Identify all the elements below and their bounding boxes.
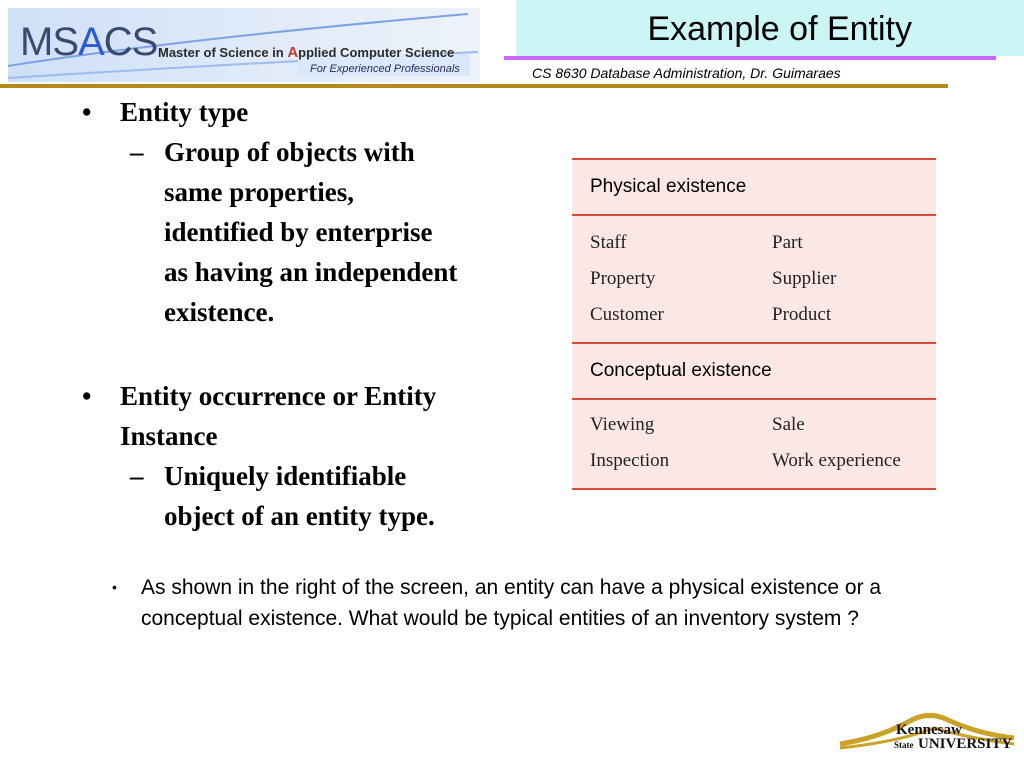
course-caption: CS 8630 Database Administration, Dr. Guimaraes bbox=[532, 65, 841, 81]
ksu-name-bottom: UNIVERSITY bbox=[918, 736, 1013, 752]
sub-bullet-item: – Uniquely identifiable object of an entity type. bbox=[72, 456, 552, 536]
table-cell: Sale bbox=[772, 414, 805, 435]
purple-divider bbox=[504, 56, 996, 60]
table-cell: Work experience bbox=[772, 450, 901, 471]
bullet-marker: • bbox=[112, 579, 117, 595]
msacs-logo bbox=[8, 8, 480, 82]
ksu-mountain-graphic bbox=[838, 708, 1016, 764]
bullet-marker: • bbox=[82, 97, 92, 127]
sub-bullet-item: – Group of objects with same properties, identified by enterprise as having an independent existence. bbox=[72, 132, 552, 332]
ksu-state: State bbox=[894, 740, 914, 750]
table-cell: Supplier bbox=[772, 268, 837, 289]
note-text: As shown in the right of the screen, an entity can have a physical existence or a conceptual existence. What would be typical entities of an inventory system ? bbox=[141, 576, 882, 630]
bullet-marker: • bbox=[82, 381, 92, 411]
conceptual-existence-header: Conceptual existence bbox=[572, 342, 936, 400]
gold-divider bbox=[0, 84, 948, 88]
slide-title: Example of Entity bbox=[647, 10, 912, 48]
physical-existence-header: Physical existence bbox=[572, 160, 936, 216]
explanatory-note bbox=[112, 572, 952, 634]
table-cell: Staff bbox=[590, 232, 627, 253]
entity-examples-table bbox=[572, 158, 936, 490]
bullet-list bbox=[72, 92, 552, 536]
table-cell: Property bbox=[590, 268, 656, 289]
dash-marker: – bbox=[130, 461, 144, 491]
ksu-name-top: Kennesaw bbox=[896, 722, 962, 738]
logo-full-name: Master of Science in Applied Computer Science bbox=[158, 44, 455, 61]
table-cell: Part bbox=[772, 232, 803, 253]
bullet-item: • Entity occurrence or Entity Instance bbox=[72, 376, 552, 456]
table-cell: Customer bbox=[590, 304, 664, 325]
logo-tagline: For Experienced Professionals bbox=[310, 63, 460, 75]
title-box bbox=[516, 0, 1024, 56]
kennesaw-state-logo bbox=[838, 708, 1016, 764]
table-cell: Product bbox=[772, 304, 832, 325]
table-cell: Viewing bbox=[590, 414, 655, 435]
logo-abbrev: MSACS bbox=[20, 20, 158, 64]
dash-marker: – bbox=[130, 137, 144, 167]
table-cell: Inspection bbox=[590, 450, 670, 471]
bullet-item: • Entity type bbox=[72, 92, 552, 132]
